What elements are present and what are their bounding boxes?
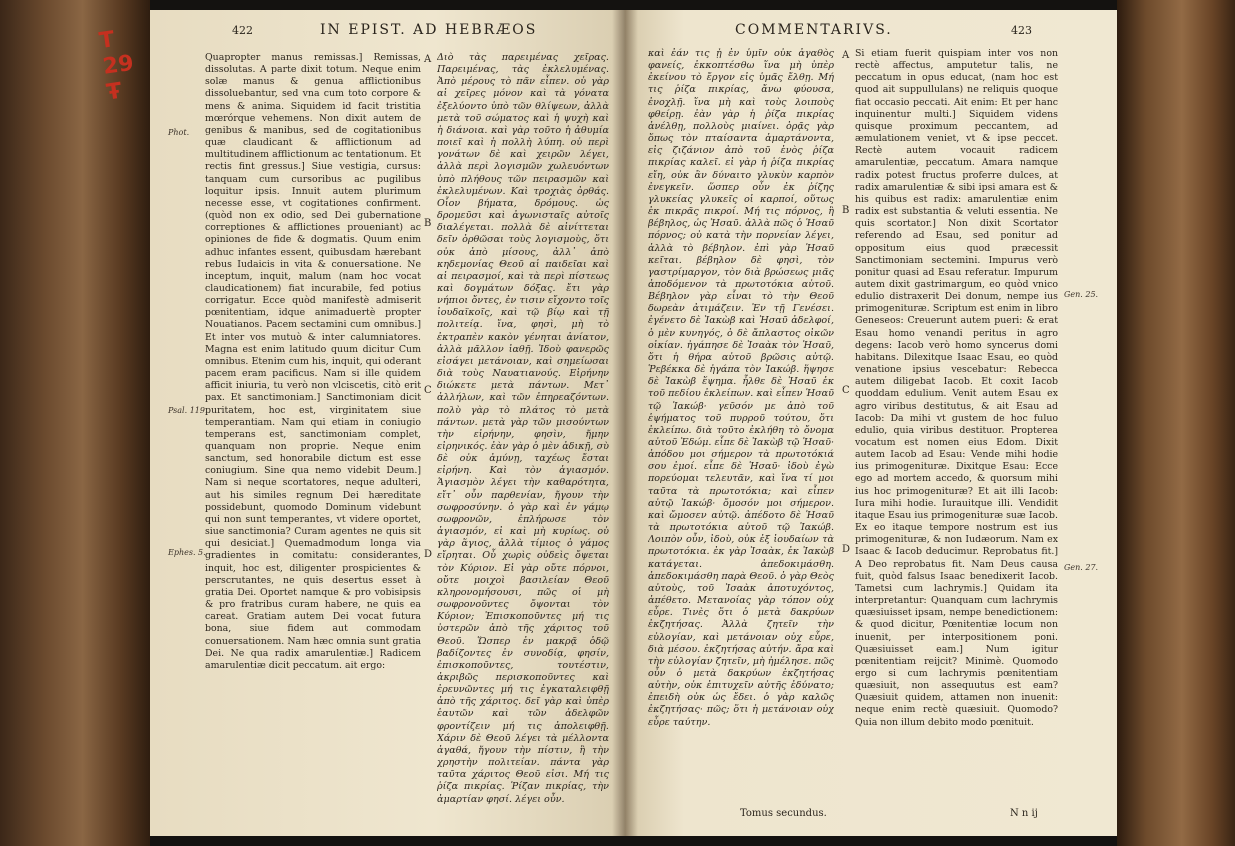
footer-signature: N n ij (1010, 808, 1038, 819)
right-latin-column (855, 48, 1058, 800)
left-greek-text: Διὸ τὰς παρειμένας χεῖρας. Παρειμένας, τὰς ἐκλελυμένας. Ἀπὸ μέρους τὸ πᾶν εἶπεν. οὐ γὰρ αἱ χεῖρες μόνον καὶ τὰ γόνατα ἐξελύοντο ὑπὸ τῶν θλίψεων, ἀλλὰ μετὰ τοῦ σώματος καὶ ἡ ψυχὴ καὶ ἡ διάνοια. καὶ γὰρ τοῦτο ἡ ἀθυμία ποιεῖ καὶ ἡ πολλὴ λύπη. οὐ περὶ γονάτων δὲ καὶ χειρῶν λέγει, ἀλλὰ περὶ λογισμῶν χωλευόντων ὑπὸ πλήθους τῶν πειρασμῶν καὶ ἐκλελυμένων. Καὶ τροχιὰς ὀρθάς. Οἷον βήματα, δρόμους. ὡς δρομεῦσι καὶ ἀγωνισταῖς αὐτοῖς διαλέγεται. πολλὰ δὲ αἰνίττεται δεῖν ὀρθῶσαι τοὺς λογισμοὺς, ὅτι οὐκ ἀπὸ μίσους, ἀλλ᾽ ἀπὸ κηδεμονίας Θεοῦ αἱ παιδεῖαι καὶ αἱ πειρασμοί, καὶ τὰ περὶ πίστεως καὶ δογμάτων δόξας. ἔτι γὰρ νήπιοι ὄντες, ἐν τισιν εἴχοντο τοῖς ἰουδαϊκοῖς, καὶ τῷ βίῳ καὶ τῇ πολιτείᾳ. ἵνα, φησὶ, μὴ τὸ ἐκτραπὲν κακὸν γένηται ἀνίατον, ἀλλὰ μᾶλλον ἰαθῇ. Ἰδοὺ φανερῶς εἰσάγει μετάνοιαν, καὶ σημείωσαι διὰ τοὺς Ναυατιανούς. Εἰρήνην διώκετε μετὰ πάντων. Μετ᾽ ἀλλήλων, καὶ τῶν ἐπηρεαζόντων. πολὺ γὰρ τὸ πλάτος τὸ μετὰ πάντων. μετὰ γὰρ τῶν μισούντων τὴν εἰρήνην, φησὶν, ἤμην εἰρηνικός. ἐὰν γὰρ ὁ μὲν ἀδικῇ, σὺ δὲ οὐκ ἀμύνῃ, ταχέως ἔσται εἰρήνη. Καὶ τὸν ἁγιασμόν. Ἁγιασμὸν λέγει τὴν καθαρότητα, εἴτ᾽ οὖν παρθενίαν, ἤγουν τὴν σωφροσύνην. ὁ γὰρ καὶ ἐν γάμῳ σωφρονῶν, ἐπλήρωσε τὸν ἁγιασμόν, εἰ καὶ μὴ κυρίως. οὐ γὰρ ἅγιος, ἀλλὰ τίμιος ὁ γάμος εἴρηται. Οὗ χωρὶς οὐδεὶς ὄψεται τὸν Κύριον. Εἰ γὰρ οὔτε πόρνοι, οὔτε μοιχοὶ βασιλείαν Θεοῦ κληρονομήσουσι, πῶς οἱ μὴ σωφρονοῦντες ὄψονται τὸν Κύριον; Ἐπισκοποῦντες μή τις ὑστερῶν ἀπὸ τῆς χάριτος τοῦ Θεοῦ. Ὥσπερ ἐν μακρᾷ ὁδῷ βαδίζοντες ἐν συνοδίᾳ, φησίν, ἐπισκοποῦντες, τουτέστιν, ἀκριβῶς περισκοποῦντες καὶ ἐρευνῶντες μή τις ἐγκαταλειφθῇ ἀπὸ τῆς χάριτος. δεῖ γὰρ καὶ ὑπὲρ ἑαυτῶν καὶ τῶν ἀδελφῶν φροντίζειν μή τις ἀπολειφθῇ. Χάριν δὲ Θεοῦ λέγει τὰ μέλλοντα ἀγαθά, ἤγουν τὴν πίστιν, ἢ τὴν χρηστὴν πολιτείαν. πάντα γὰρ ταῦτα χάριτος Θεοῦ εἰσι. Μή τις ῥίζα πικρίας. Ῥίζαν πικρίας, τὴν ἁμαρτίαν φησί. λέγει οὖν. (437, 52, 609, 805)
left-greek-column (437, 52, 609, 822)
left-latin-column (205, 52, 421, 822)
spine-shelf-label: T 29 Ŧ (97, 27, 136, 106)
margin-note: Gen. 27. (1064, 563, 1099, 572)
right-page-header: COMMENTARIVS. (735, 22, 893, 38)
right-greek-column (648, 48, 834, 794)
left-book-edge (0, 0, 150, 846)
left-page-number: 422 (232, 24, 253, 37)
section-letter: D (842, 544, 851, 555)
right-book-edge (1117, 0, 1235, 846)
margin-note: Ephes. 5. (168, 548, 206, 557)
section-letter: C (842, 385, 850, 396)
right-greek-text: καὶ ἐάν τις ᾖ ἐν ὑμῖν οὐκ ἀγαθὸς φανείς, ἐκκοπτέσθω ἵνα μὴ ὑπὲρ ἐκείνου τὸ ἔργον εἰς ὑμᾶς ἔλθῃ. Μή τις ῥίζα πικρίας, ἄνω φύουσα, ἐνοχλῇ. ἵνα μὴ καὶ τοὺς λοιποὺς φθείρῃ. ἐὰν γὰρ ἡ ῥίζα πικρίας ἀνέλθῃ, πολλοὺς μιαίνει. ὁρᾷς γὰρ ὅπως τὸν πταίσαντα ἁμαρτάνοντα, εἰς ζιζάνιον ἀπὸ τοῦ ἑνὸς ῥίζα πικρίας καλεῖ. εἰ γὰρ ἡ ῥίζα πικρίας εἴη, οὐκ ἂν δύναιτο γλυκὺν καρπὸν ἐνεγκεῖν. ὥσπερ οὖν ἐκ ῥίζης γλυκείας γλυκεῖς οἱ καρποί, οὕτως ἐκ πικρᾶς πικροί. Μή τις πόρνος, ἢ βέβηλος, ὡς Ἡσαῦ. ἀλλὰ πῶς ὁ Ἡσαῦ πόρνος; οὐ κατὰ τὴν πορνείαν λέγει, ἀλλὰ τὸ βέβηλον. ἐπὶ γὰρ Ἡσαῦ κεῖται. βέβηλον δὲ φησὶ, τὸν γαστρίμαργον, τὸν διὰ βρώσεως μιᾶς ἀποδόμενον τὰ πρωτοτόκια αὐτοῦ. Βέβηλον γὰρ εἶναι τὸ τὴν Θεοῦ δωρεὰν ἀτιμάζειν. Ἐν τῇ Γενέσει. ἐγένετο δὲ Ἰακὼβ καὶ Ἡσαῦ ἀδελφοί, ὁ μὲν κυνηγός, ὁ δὲ ἄπλαστος οἰκῶν οἰκίαν. ἠγάπησε δὲ Ἰσαὰκ τὸν Ἡσαῦ, ὅτι ἡ θήρα αὐτοῦ βρῶσις αὐτῷ. Ῥεβέκκα δὲ ἠγάπα τὸν Ἰακώβ. ἥψησε δὲ Ἰακὼβ ἕψημα. ἦλθε δὲ Ἡσαῦ ἐκ τοῦ πεδίου ἐκλείπων. καὶ εἶπεν Ἡσαῦ τῷ Ἰακώβ· γεῦσόν με ἀπὸ τοῦ ἑψήματος τοῦ πυρροῦ τούτου, ὅτι ἐκλείπω. διὰ τοῦτο ἐκλήθη τὸ ὄνομα αὐτοῦ Ἐδώμ. εἶπε δὲ Ἰακὼβ τῷ Ἡσαῦ· ἀπόδου μοι σήμερον τὰ πρωτοτόκιά σου ἐμοί. εἶπε δὲ Ἡσαῦ· ἰδοὺ ἐγὼ πορεύομαι τελευτᾶν, καὶ ἵνα τί μοι ταῦτα τὰ πρωτοτόκια; καὶ εἶπεν αὐτῷ Ἰακώβ· ὄμοσόν μοι σήμερον. καὶ ὤμοσεν αὐτῷ. ἀπέδοτο δὲ Ἡσαῦ τὰ πρωτοτόκια αὐτοῦ τῷ Ἰακώβ. Λοιπὸν οὖν, ἰδοὺ, οὐκ ἐξ ἰουδαίων τὰ πρωτοτόκια. ἐκ γὰρ Ἰσαὰκ, ἐκ Ἰακὼβ κατάγεται. ἀπεδοκιμάσθη. ἀπεδοκιμάσθη παρὰ Θεοῦ. ὁ γὰρ Θεὸς αὐτοὺς, τοῦ Ἰσαὰκ ἀποτυχόντος, ἀπέθετο. Μετανοίας γὰρ τόπον οὐχ εὗρε. Τινὲς ὅτι ὁ μετὰ δακρύων ἐκζητήσας. Ἀλλὰ ζητεῖν τὴν εὐλογίαν, καὶ μετάνοιαν οὐχ εὗρε, διὰ μέσου. ἐκζητήσας αὐτήν. ἄρα καὶ τὴν εὐλογίαν ζητεῖν, μὴ ἠμέλησε. πῶς οὖν ὁ μετὰ δακρύων ἐκζητήσας αὐτὴν, οὐκ ἐπιτυχεῖν αὐτῆς ἐδύνατο; ἐπειδὴ οὐκ ὡς ἔδει. ὁ γὰρ καλῶς ἐκζητήσας· πῶς; ὅτι ἡ μετάνοιαν οὐχ εὗρε ταύτην. (648, 48, 834, 728)
section-letter: A (424, 54, 432, 65)
right-page-number: 423 (1011, 24, 1032, 37)
section-letter: A (842, 50, 850, 61)
section-letter: B (842, 205, 850, 216)
left-latin-text: Quapropter manus remissas.] Remissas, dissolutas. A parte dixit totum. Neque enim solæ manus & genua afflictionibus dissoluebantur, sed vna cum toto corpore & mens & anima. Siquidem id facit tristitia mœrórque vehemens. Non dixit autem de genibus & manibus, sed de cogitationibus quæ claudicant & afflictionum ad multitudinem afflictionum ac tentationum. Et rectis fint gressus.] Siue vestigia, cursus: tanquam cum cursoribus ac pugilibus loquitur ipsis. Innuit autem plurimum necesse esse, vt cogitationes confirment. (quòd non ex odio, sed Dei gubernatione correptiones & afflictiones proueniant) ac opiniones de fide & dogmatis. Quum enim adhuc infantes essent, quibusdam hærebant rebus Iudaicis in vita & conuersatione. Ne inceptum, inquit, malum (nam hoc vocat claudicationem) fiat incurabile, fed potius corrigatur. Ecce quòd manifestè admiserit pœnitentiam, idque animaduertè propter Nouatianos. Pacem sectamini cum omnibus.] Et inter vos mutuò & inter calumniatores. Magna est enim latitudo quum dicitur Cum omnibus. Etenim cum his, inquit, qui oderant pacem eram pacificus. Nam si ille quidem afficit iniuria, tu verò non vlciscetis, citò erit pax. Et sanctimoniam.] Sanctimoniam dicit puritatem, hoc est, virginitatem siue temperantiam. Nam qui etiam in coniugio temperans est, sanctimoniam complet, quanquam non proprie. Neque enim sanctum, sed honorabile dictum est esse coniugium. Sine qua nemo videbit Deum.] Nam si neque scortatores, neque adulteri, aut his similes regnum Dei hæreditate possidebunt, quomodo Dominum videbunt qui non sunt temperantes, vt videre oportet, siue sanctimonia? Curam agentes ne quis sit qui desiciat.] Quemadmodum longa via gradientes in comitatu: considerantes, inquit, hoc est, diligenter prospicientes & perscrutantes, ne quis desertus esset à gratia Dei. Oportet namque & pro vobisipsis & pro fratribus curam habere, ne quis ea careat. Gratiam autem Dei vocat futura bona, siue fidem aut commodam conuersationem. Nam hæc omnia sunt gratia Dei. Ne qua radix amarulentiæ.] Radicem amarulentiæ dicit peccatum. ait ergo: (205, 52, 421, 671)
right-latin-text: Si etiam fuerit quispiam inter vos non rectè affectus, amputetur talis, ne peccatum in opus educat, (nam hoc est quod ait suppullulans) ne reliquis quoque fiat occasio peccati. Ait enim: Et per hanc inquinentur multi.] Siquidem videns quisque proximum peccantem, ad æmulationem veniet, vt & ipse peccet. Rectè autem vocauit radicem amarulentiæ, peccatum. Amara namque radix potest fructus proferre dulces, at radix amarulentiæ & sibi ipsi amara est & his quibus est radix: amarulentiæ enim radix est substantia & veluti essentia. Ne quis scortator.] Non dixit Scortator referendo ad Esau, sed ponitur ad oppositum eius quod præcessit Sanctimoniam sectemini. Impurus verò ponitur quasi ad Esau referatur. Impurum autem dixit gastrimargum, eo quòd vnico edulio distraxerit Dei donum, nempe ius primogenituræ. Scriptum est enim in libro Geneseos: Creuerunt autem pueri: & erat Esau homo venandi peritus in agro degens: Iacob verò homo syncerus domi habitans. Dilexitque Isaac Esau, eo quòd venatione ipsius vescebatur: Rebecca autem diligebat Iacob. Et coxit Iacob quoddam edulium. Venit autem Esau ex agro viribus destitutus, & ait Esau ad Iacob: Da mihi vt gustem de hoc fuluo edulio, quia viribus destituor. Propterea vocatum est nomen eius Edom. Dixit autem Iacob ad Esau: Vende mihi hodie ius primogenituræ. Dixitque Esau: Ecce ego ad mortem accedo, & quorsum mihi ius hoc primogenituræ? Et ait illi Iacob: Iura mihi hodie. Iurauitque illi. Vendidit itaque Esau ius primogenituræ suæ Iacob. Ex eo itaque tempore nostrum est ius primogenituræ, & non Iudæorum. Nam ex Isaac & Iacob deducimur. Reprobatus fit.] A Deo reprobatus fit. Nam Deus causa fuit, quòd falsus Isaac benedixerit Iacob. Tametsi cum lachrymis.] Quidam ita interpretantur: Quanquam cum lachrymis quæsiuisset ipsam, nempe benedictionem: & quod dicitur, Pœnitentiæ locum non inuenit, per interpositionem poni. Quæsiuisset eam.] Num igitur pœnitentiam reijcit? Minimè. Quomodo ergo si cum lachrymis pœnitentiam quæsiuit, non assequutus est eam? Quæsiuit quidem, attamen non inuenit: neque enim rectè quæsiuit. Quomodo? Quia non illum debito modo pœnituit. (855, 48, 1058, 728)
footer-volume: Tomus secundus. (740, 808, 827, 819)
section-letter: D (424, 549, 433, 560)
margin-note: Psal. 119. (168, 406, 208, 415)
book-gutter (612, 10, 638, 836)
section-letter: B (424, 218, 432, 229)
section-letter: C (424, 385, 432, 396)
margin-note: Phot. (168, 128, 190, 137)
left-page-header: IN EPIST. AD HEBRÆOS (320, 22, 538, 38)
margin-note: Gen. 25. (1064, 290, 1099, 299)
